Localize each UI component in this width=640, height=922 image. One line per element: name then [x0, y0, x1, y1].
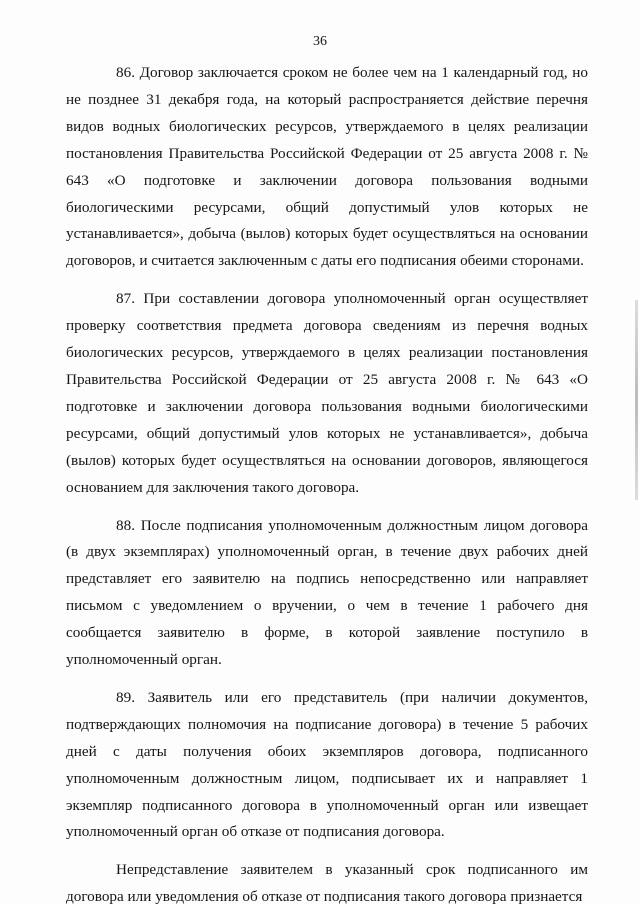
- page-number: 36: [313, 34, 327, 49]
- document-body: [66, 60, 588, 922]
- paragraph-89: 89. Заявитель или его представитель (при наличии документов, подтверждающих полномочия на подписание договора) в течение 5 рабочих дней с даты получения обоих экземпляров договора, подписанного уполномоченным должностным лицом, подписывает их и направляет 1 экземпляр подписанного договора в уполномоченный орган или извещает уполномоченный орган об отказе от подписания договора.: [66, 688, 588, 841]
- paragraph-86: 86. Договор заключается сроком не более чем на 1 календарный год, но не позднее 31 декабря года, на который распространяется действие перечня видов водных биологических ресурсов, утверждаемого в целях реализации постановления Правительства Российской Федерации от 25 августа 2008 г. № 643 «О подготовке и заключении договора пользования водными биологическими ресурсами, общий допустимый улов которых не устанавливается», добыча (вылов) которых будет осуществляться на основании договоров, и считается заключенным с даты его подписания обеими сторонами.: [66, 64, 588, 270]
- paragraph-87: 87. При составлении договора уполномоченный орган осуществляет проверку соответствия предмета договора сведениям из перечня водных биологических ресурсов, утверждаемого в целях реализации постановления Правительства Российской Федерации от 25 августа 2008 г. № 643 «О подготовке и заключении договора пользования водными биологическими ресурсами, общий допустимый улов которых не устанавливается», добыча (вылов) которых будет осуществляться на основании договоров, являющегося основанием для заключения такого договора.: [66, 290, 588, 496]
- scan-edge-mark: [635, 300, 638, 500]
- paragraph-88: 88. После подписания уполномоченным должностным лицом договора (в двух экземплярах) уполномоченный орган, в течение двух рабочих дней представляет его заявителю на подпись непосредственно или направляет письмом с уведомлением о вручении, о чем в течение 1 рабочего дня сообщается заявителю в форме, в которой заявление поступило в уполномоченный орган.: [66, 516, 588, 669]
- paragraph-continuation: Непредставление заявителем в указанный срок подписанного им договора или уведомления об отказе от подписания такого договора признается: [66, 861, 588, 906]
